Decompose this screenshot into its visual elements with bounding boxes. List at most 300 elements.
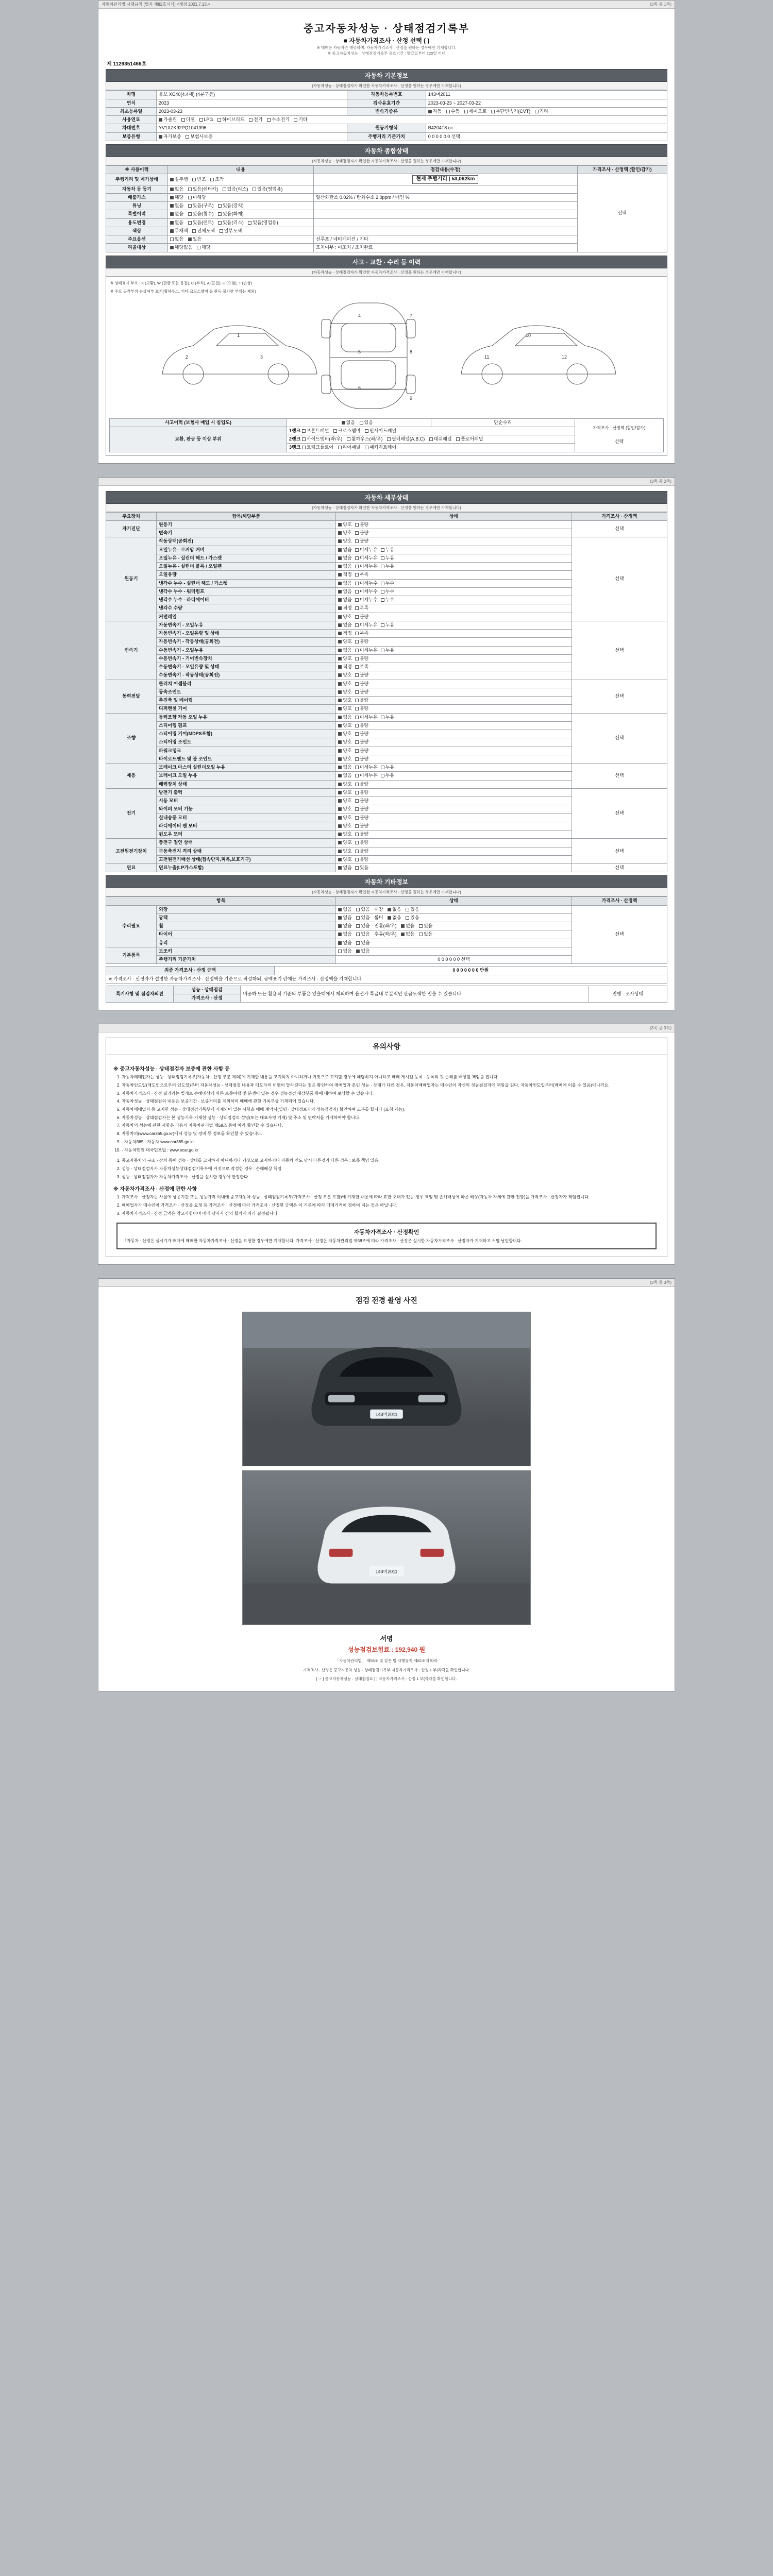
other-info-table [106,896,667,964]
checkbox-3-0-0[interactable]: 양호 [338,681,351,687]
checkbox-special-flood[interactable]: 있음(침수) [188,211,214,217]
checkbox-odo-real[interactable]: 실주행 [170,177,188,182]
checkbox-4-3-0[interactable]: 양호 [338,739,351,745]
checkbox-wheel-yes[interactable]: 있음 [356,923,369,929]
checkbox-1-5-2[interactable]: 누수 [381,581,394,586]
detail-item-state [336,797,572,805]
detail-item-state [336,755,572,763]
checkbox-trans-auto[interactable]: 자동 [428,109,442,114]
detail-group-1: 원동기 [106,537,157,621]
checkbox-tuning-none[interactable]: 없음 [170,203,183,209]
detail-item-label: 오일유량 [157,571,336,579]
checkbox-reg-none[interactable]: 없음 [170,187,183,192]
row-opts-usechange [167,218,313,227]
svg-text:11: 11 [484,354,490,360]
checkbox-wheel-house[interactable]: 휠하우스(좌/우) [347,436,383,442]
col-main-device: 주요장치 [106,512,157,520]
checkbox-6-0-1[interactable]: 불량 [355,790,368,795]
detail-item-state [336,630,572,638]
checkbox-5-1-0[interactable]: 없음 [338,773,351,778]
checkbox-package-tray[interactable]: 패키지트레이 [365,445,396,450]
detail-group-5: 제동 [106,764,157,789]
value-transmission [426,107,667,115]
checkbox-3-0-1[interactable]: 불량 [355,681,368,687]
checkbox-pillar-panel[interactable]: 필러패널(A,B,C) [387,436,425,442]
detail-group-7: 고전원전기장치 [106,839,157,864]
checkbox-warranty-insurer[interactable]: 보험사보증 [186,134,212,140]
label-exterior: 외장 [157,905,336,913]
checkbox-2-3-2[interactable]: 누유 [381,648,394,653]
value-mileage-basis: 0 0 0 0 0 0 선택 [336,956,572,964]
overall-rows [106,174,667,252]
checkbox-floor-panel[interactable]: 플로어패널 [456,436,483,442]
label-final-price: 최종 가격조사 · 산정 금액 [106,967,275,975]
label-roombee: 룸비 [374,914,383,920]
checkbox-5-2-1[interactable]: 불량 [355,782,368,787]
detail-item-state [336,621,572,629]
page-subtitle: ■ 자동차가격조사 · 산정 선택 ( ) [343,37,430,44]
checkbox-6-0-0[interactable]: 양호 [338,790,351,795]
checkbox-2-0-0[interactable]: 없음 [338,622,351,628]
row-label-emission: 배출가스 [106,193,168,201]
checkbox-key-none[interactable]: 없음 [338,948,351,954]
checkbox-accident-yes[interactable]: 있음 [360,420,373,426]
checkbox-fuel-electric[interactable]: 전기 [249,117,262,123]
checkbox-6-3-1[interactable]: 불량 [355,815,368,821]
checkbox-1-7-0[interactable]: 없음 [338,597,351,603]
detail-item-state [336,554,572,562]
legend-line-2: ※ 주요 골격부위 손상여부 표기(휠하우스, 기타 크로스멤버 등 판독 불가한 부위는 제외) [110,289,256,294]
row-label-recall: 리콜대상 [106,244,168,252]
checkbox-tire-none[interactable]: 없음 [338,931,351,937]
row-detail-options: 선루프 / 네비게이션 / 기타 [313,235,577,244]
checkbox-2-1-0[interactable]: 적정 [338,631,351,636]
page-title: 중고자동차성능 · 상태점검기록부 [303,23,470,35]
checkbox-trans-etc[interactable]: 기타 [535,109,548,114]
checkbox-4-5-1[interactable]: 불량 [355,756,368,762]
row-detail-odometer: 현재 주행거리 | 53,062km [313,174,577,185]
checkbox-3-3-1[interactable]: 불량 [355,706,368,711]
frame-rank-2: 2랭크 사이드멤버(좌/우) 휠하우스(좌/우) 필러패널(A,B,C) 대쉬패널 플로어패널 [287,435,575,444]
value-inspection-period: 2023-03-23 ~ 2027-03-22 [426,99,667,107]
checkbox-2-3-1[interactable]: 미세누유 [355,648,378,653]
checkbox-1-3-2[interactable]: 누유 [381,564,394,569]
checkbox-1-2-1[interactable]: 미세누유 [355,555,378,561]
checkbox-6-1-1[interactable]: 불량 [355,798,368,804]
detail-item-state [336,688,572,696]
checkbox-6-4-1[interactable]: 불량 [355,823,368,829]
notice-item: 7. 자동차의 성능에 관한 사항은 다음의 자동차관리법 제58조 등에 따라 확인할 수 있습니다. [122,1123,660,1129]
svg-text:5: 5 [358,349,361,354]
detail-rows [106,520,667,872]
table-row [106,975,667,983]
notice-item: 1. 가격조사 · 산정자는 사실에 상응기간 또는 성능가격 이내에 중고자동차 성능 · 상태점검기록부(가격조사 · 산정 부분 포함)에 기재한 내용에 따라 표한 오래가 있는 경우 책임 및 손해배상에 따른 배상(자동차 자체에 관한 전항)을 가격조사 · 산정자가 책임집니다. [122,1194,660,1201]
checkbox-int-none[interactable]: 없음 [388,907,401,912]
svg-text:2: 2 [186,354,189,360]
checkbox-6-4-0[interactable]: 양호 [338,823,351,829]
section-detail-note: (자동차성능 · 상태점검자가 확인한 자동차가격조사 · 산정을 원하는 경우에만 기재합니다) [106,504,667,512]
checkbox-2-4-1[interactable]: 불량 [355,656,368,662]
checkbox-use-none[interactable]: 없음 [170,220,183,226]
checkbox-color-original[interactable]: 무채색 [170,228,188,234]
checkbox-3-3-0[interactable]: 양호 [338,706,351,711]
label-glass: 유리 [157,939,336,947]
page-2 [98,477,675,1011]
checkbox-3-2-0[interactable]: 양호 [338,698,351,703]
checkbox-1-4-0[interactable]: 적정 [338,572,351,578]
section-other-title: 자동차 기타정보 [106,875,667,888]
label-spare-key: 보조키 [157,947,336,955]
checkbox-1-6-2[interactable]: 누수 [381,589,394,595]
checkbox-tire-yes[interactable]: 있음 [356,931,369,937]
detail-item-state [336,822,572,830]
checkbox-int-yes[interactable]: 있음 [406,907,419,912]
checkbox-color-partial[interactable]: 일부도색 [220,228,242,234]
checkbox-ext-none[interactable]: 없음 [338,907,351,912]
checkbox-4-0-1[interactable]: 미세누유 [355,715,378,720]
notice-item: 1. 중고자동차의 구조 · 장치 등이 성능 · 상태를 고지하지 아니하거나 거짓으로 고지하거나 자동차 인도 당시 다른것과 다른 경우 : 보증 책임 있음. [122,1158,660,1164]
header-note-2: ※ 중고자동차성능 · 상태점검기록부 유효기간 : 발급일부터 120일 이내 [327,51,446,56]
checkbox-glass-none[interactable]: 없음 [338,940,351,946]
row-opts-tuning [167,202,313,210]
svg-text:6: 6 [358,385,361,391]
col-other-state: 상태 [336,897,572,905]
checkbox-6-1-0[interactable]: 양호 [338,798,351,804]
value-year: 2023 [157,99,347,107]
detail-item-label: 구동축전지 격리 상태 [157,847,336,855]
detail-item-state [336,654,572,663]
checkbox-reg-business[interactable]: 있음(영업용) [253,187,282,192]
checkbox-2-5-0[interactable]: 적정 [338,664,351,670]
checkbox-use-lease[interactable]: 있음(리스) [218,220,244,226]
checkbox-1-6-0[interactable]: 없음 [338,589,351,595]
detail-item-state [336,680,572,688]
checkbox-glass-yes[interactable]: 있음 [356,940,369,946]
checkbox-1-7-1[interactable]: 미세누수 [355,597,378,603]
checkbox-8-0-1[interactable]: 있음 [355,865,368,871]
detail-item-state [336,537,572,546]
checkbox-5-0-2[interactable]: 누유 [381,765,394,770]
detail-group-price-1: 선택 [572,537,667,621]
checkbox-odo-manipulated[interactable]: 조작 [210,177,224,182]
detail-item-state [336,529,572,537]
checkbox-4-0-2[interactable]: 누유 [381,715,394,720]
checkbox-tuning-structure[interactable]: 있음(구조) [188,203,214,209]
photo-gallery [106,1309,667,1630]
label-accident-history: 사고이력 (보험사 매입 시 침입도) [110,418,287,427]
checkbox-emis-na[interactable]: 미해당 [188,195,206,200]
checkbox-opt-yes[interactable]: 있음 [188,236,201,242]
price-adjust-column: 선택 [577,174,667,252]
notice-body [106,1055,667,1257]
checkbox-cross-member[interactable]: 크로스멤버 [333,428,360,434]
checkbox-2-0-1[interactable]: 미세누유 [355,622,378,628]
checkbox-fuel-gasoline[interactable]: 가솔린 [159,117,177,123]
checkbox-2-5-1[interactable]: 부족 [355,664,368,670]
row-opts-color [167,227,313,235]
checkbox-8-0-0[interactable]: 없음 [338,865,351,871]
checkbox-1-1-2[interactable]: 누유 [381,547,394,553]
checkbox-recall-yes[interactable]: 해당 [197,245,210,250]
detail-item-state [336,738,572,747]
checkbox-emis-applicable[interactable]: 해당 [170,195,183,200]
checkbox-2-3-0[interactable]: 없음 [338,648,351,653]
checkbox-1-2-2[interactable]: 누유 [381,555,394,561]
checkbox-0-1-0[interactable]: 양호 [338,530,351,536]
checkbox-polish-yes[interactable]: 있음 [356,915,369,921]
checkbox-1-5-1[interactable]: 미세누수 [355,581,378,586]
checkbox-warranty-self[interactable]: 자가보증 [159,134,181,140]
notice-item: 1. 자동차매매업자는 성능 · 상태점검기록부(자동차 · 산정 부분 제외)에 기재한 내용을 고지하지 아니하거나 거짓으로 고지할 경우에 해당하지 아니하고 매매 게시일 등록 · 등록의 것 손해를 배상할 책임을 집니다. [122,1074,660,1081]
detail-item-label: 자동변속기 - 오일누유 [157,621,336,629]
table-row [106,680,667,688]
detail-item-state [336,546,572,554]
detail-item-state [336,604,572,613]
label-warranty: 보증유형 [106,132,157,141]
checkbox-side-member[interactable]: 사이드멤버(좌/우) [302,436,342,442]
detail-item-label: 충전구 절연 상태 [157,839,336,847]
checkbox-7-2-0[interactable]: 양호 [338,857,351,862]
checkbox-4-1-1[interactable]: 불량 [355,723,368,728]
checkbox-6-5-0[interactable]: 양호 [338,832,351,837]
label-first-registration: 최초등록일 [106,107,157,115]
checkbox-4-4-1[interactable]: 불량 [355,748,368,754]
value-special-notes: 비공하 또는 활용적 기준의 부품은 있을때에서 제외하며 옵션가 특급내 부분적인 판금도색한 인을 수 있습니다. [241,986,589,1003]
checkbox-reg-lease[interactable]: 있음(리스) [223,187,248,192]
header-note-1: ※ 매매용 자동차만 해당하며, 자동차가격조사 · 산정을 원하는 경우에만 기재합니다. [316,45,457,50]
basic-info-table [106,90,667,141]
detail-item-state [336,596,572,604]
checkbox-fuel-hydrogen[interactable]: 수소전기 [267,117,290,123]
checkbox-1-0-0[interactable]: 양호 [338,538,351,544]
checkbox-wheel-none[interactable]: 없음 [338,923,351,929]
checkbox-rear-panel[interactable]: 리어패널 [338,445,361,450]
table-row [106,986,667,994]
row-detail-registration [313,185,577,193]
checkbox-front-panel[interactable]: 프론트패널 [302,428,329,434]
checkbox-2-4-0[interactable]: 양호 [338,656,351,662]
accident-history-table [109,418,664,452]
accident-price-adjust: 가격조사 · 산정액 (할인/감가) 선택 [575,418,664,452]
checkbox-fuel-lpg[interactable]: LPG [199,117,213,123]
checkbox-7-2-1[interactable]: 불량 [355,857,368,862]
label-transmission: 변속기종류 [347,107,426,115]
svg-text:1: 1 [237,332,240,338]
checkbox-1-3-0[interactable]: 없음 [338,564,351,569]
detail-item-state [336,663,572,671]
table-row [106,967,667,975]
checkbox-1-8-1[interactable]: 부족 [355,605,368,611]
checkbox-inside-panel[interactable]: 인사이드패널 [365,428,396,434]
checkbox-1-9-1[interactable]: 불량 [355,614,368,620]
checkbox-5-1-1[interactable]: 미세누유 [355,773,378,778]
checkbox-ext-yes[interactable]: 있음 [356,907,369,912]
checkbox-0-0-0[interactable]: 양호 [338,522,351,528]
detail-item-state [336,788,572,796]
checkbox-1-4-1[interactable]: 부족 [355,572,368,578]
checkbox-5-0-1[interactable]: 미세누유 [355,765,378,770]
checkbox-1-8-0[interactable]: 적정 [338,605,351,611]
checkbox-3-1-0[interactable]: 양호 [338,689,351,695]
detail-item-state [336,563,572,571]
notice-list-2 [122,1158,660,1180]
checkbox-6-5-1[interactable]: 불량 [355,832,368,837]
detail-item-label: 냉각수 누수 - 라디에이터 [157,596,336,604]
checkbox-2-1-1[interactable]: 부족 [355,631,368,636]
checkbox-7-1-1[interactable]: 불량 [355,849,368,854]
checkbox-trans-cvt[interactable]: 무단변속기(CVT) [491,109,530,114]
checkbox-4-2-1[interactable]: 불량 [355,731,368,737]
checkbox-1-0-1[interactable]: 불량 [355,538,368,544]
checkbox-accident-none[interactable]: 없음 [342,420,355,426]
section-detail-title: 자동차 세부상태 [106,491,667,504]
label-tire: 타이어 [157,930,336,939]
checkbox-1-7-2[interactable]: 누수 [381,597,394,603]
checkbox-2-0-2[interactable]: 누유 [381,622,394,628]
checkbox-use-business[interactable]: 있음(영업용) [248,220,278,226]
checkbox-1-5-0[interactable]: 없음 [338,581,351,586]
vehicle-rear-photo [242,1470,531,1625]
checkbox-trans-manual[interactable]: 수동 [446,109,460,114]
checkbox-fuel-etc[interactable]: 기타 [294,117,307,123]
checkbox-2-2-1[interactable]: 불량 [355,639,368,645]
checkbox-opt-none[interactable]: 없음 [170,236,183,242]
checkbox-3-2-1[interactable]: 불량 [355,698,368,703]
value-first-registration: 2023-03-23 [157,107,347,115]
section-other-note: (자동차성능 · 상태점검자가 확인한 자동차가격조사 · 산정을 원하는 경우에만 기재합니다) [106,888,667,896]
checkbox-0-0-1[interactable]: 불량 [355,522,368,528]
value-exterior [336,905,572,913]
checkbox-front-yes[interactable]: 있음 [419,923,432,929]
detail-item-label: 배력장치 상태 [157,780,336,788]
table-row [106,124,667,132]
checkbox-use-rent[interactable]: 있음(렌트) [188,220,214,226]
checkbox-roombee-yes[interactable]: 있음 [406,915,419,921]
checkbox-recall-na[interactable]: 해당없음 [170,245,193,250]
detail-item-label: 스티어링 조인트 [157,738,336,747]
checkbox-1-1-1[interactable]: 미세누유 [355,547,378,553]
table-row [106,116,667,124]
checkbox-roombee-none[interactable]: 없음 [388,915,401,921]
detail-group-price-0: 선택 [572,520,667,537]
label-wheel: 휠 [157,922,336,930]
checkbox-0-1-1[interactable]: 불량 [355,530,368,536]
table-row [106,788,667,796]
checkbox-special-none[interactable]: 없음 [170,211,183,217]
label-year: 연식 [106,99,157,107]
checkbox-6-2-1[interactable]: 불량 [355,806,368,812]
checkbox-3-1-1[interactable]: 불량 [355,689,368,695]
checkbox-1-9-0[interactable]: 양호 [338,614,351,620]
footer-note-1: 「자동차관리법」 제58조 및 같은 법 시행규칙 제82조에 따라 [335,1658,438,1664]
checkbox-tuning-device[interactable]: 있음(장치) [218,203,244,209]
checkbox-4-3-1[interactable]: 불량 [355,739,368,745]
value-tire [336,930,572,939]
checkbox-7-0-0[interactable]: 양호 [338,840,351,845]
table-row [106,99,667,107]
checkbox-fuel-diesel[interactable]: 디젤 [181,117,195,123]
detail-group-price-5: 선택 [572,764,667,789]
label-perf-check: 성능 · 상태점검 [173,986,241,994]
detail-item-label: 원동기 [157,520,336,529]
row-opts-odometer [167,174,313,185]
checkbox-7-0-1[interactable]: 불량 [355,840,368,845]
notice-item: 3. 성능 · 상태점검자가 자동차가격조사 · 산정을 실시한 경우에 한정한다. [122,1174,660,1181]
svg-text:143머2011: 143머2011 [375,1569,398,1574]
checkbox-1-1-0[interactable]: 없음 [338,547,351,553]
checkbox-6-2-0[interactable]: 양호 [338,806,351,812]
checkbox-special-fire[interactable]: 있음(화재) [218,211,244,217]
detail-item-state [336,855,572,863]
frame-rank-1: 1랭크 프론트패널 크로스멤버 인사이드패널 [287,427,575,435]
checkbox-5-1-2[interactable]: 누유 [381,773,394,778]
col-other-price: 가격조사 · 산정액 [572,897,667,905]
table-row [106,132,667,141]
checkbox-fuel-hybrid[interactable]: 하이브리드 [217,117,244,123]
page-3-number: (3쪽 중 3쪽) [650,1026,671,1031]
checkbox-rear-none[interactable]: 없음 [401,931,414,937]
col-price-adjust: 가격조사 · 산정액 (할인/감가) [577,165,667,174]
checkbox-key-yes[interactable]: 있음 [356,948,369,954]
detail-group-2: 변속기 [106,621,157,680]
label-inspection-period: 검사유효기간 [347,99,426,107]
row-opts-recall [167,244,313,252]
checkbox-4-4-0[interactable]: 양호 [338,748,351,754]
checkbox-trans-semi[interactable]: 세미오토 [464,109,487,114]
row-label-tuning: 튜닝 [106,202,168,210]
detail-item-state [336,764,572,772]
label-special-notes: 특기사항 및 점검자의견 [106,986,174,1003]
notice-item: 2. 성능 · 상태점검자가 자동차성능상태점검기록부에 거짓으로 작성한 경우 : 손해배상 책임 [122,1166,660,1173]
checkbox-dash-panel[interactable]: 대쉬패널 [429,436,452,442]
checkbox-2-6-0[interactable]: 양호 [338,672,351,678]
checkbox-4-2-0[interactable]: 양호 [338,731,351,737]
checkbox-2-6-1[interactable]: 불량 [355,672,368,678]
checkbox-1-3-1[interactable]: 미세누유 [355,564,378,569]
detail-item-label: 스티어링 기어(MDPS포함) [157,730,336,738]
checkbox-odo-altered[interactable]: 변조 [192,177,206,182]
detail-item-label: 와이퍼 모터 기능 [157,805,336,814]
checkbox-trunk-floor[interactable]: 트렁크플로어 [302,445,333,450]
checkbox-front-none[interactable]: 없음 [401,923,414,929]
page-1 [98,0,675,464]
value-glass [336,939,572,947]
detail-item-state [336,697,572,705]
checkbox-1-2-0[interactable]: 없음 [338,555,351,561]
detail-item-label: 추진축 및 베어링 [157,697,336,705]
checkbox-color-full[interactable]: 전체도색 [192,228,215,234]
checkbox-polish-none[interactable]: 없음 [338,915,351,921]
row-detail-usechange [313,218,577,227]
checkbox-7-1-0[interactable]: 양호 [338,849,351,854]
checkbox-4-1-0[interactable]: 양호 [338,723,351,728]
detail-item-state [336,713,572,721]
checkbox-1-6-1[interactable]: 미세누수 [355,589,378,595]
checkbox-reg-rental[interactable]: 있음(렌터카) [188,187,218,192]
checkbox-4-5-0[interactable]: 양호 [338,756,351,762]
detail-group-3: 동력전달 [106,680,157,713]
checkbox-5-0-0[interactable]: 없음 [338,765,351,770]
svg-text:9: 9 [410,395,413,401]
checkbox-6-3-0[interactable]: 양호 [338,815,351,821]
detail-item-label: 브레이크 마스터 실린더오일 누유 [157,764,336,772]
checkbox-rear-yes[interactable]: 있음 [419,931,432,937]
detail-item-label: 냉각수 누수 - 워터펌프 [157,587,336,596]
checkbox-4-0-0[interactable]: 없음 [338,715,351,720]
checkbox-2-2-0[interactable]: 양호 [338,639,351,645]
checkbox-5-2-0[interactable]: 양호 [338,782,351,787]
row-opts-emission [167,193,313,201]
